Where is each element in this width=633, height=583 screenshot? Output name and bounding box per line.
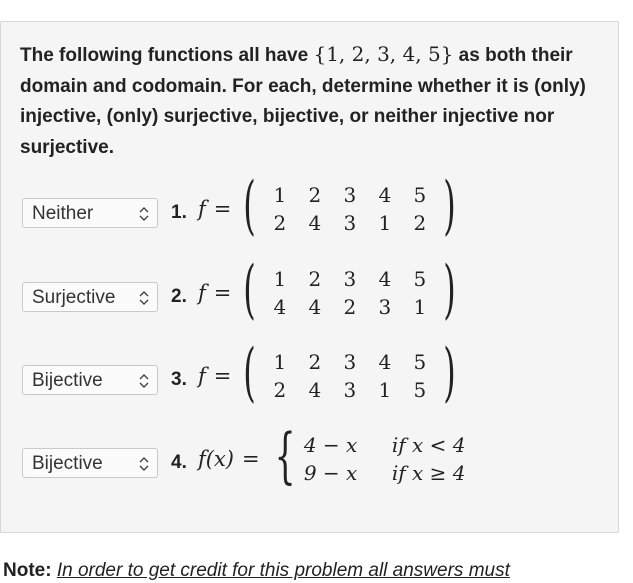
credit-note xyxy=(3,560,510,582)
matrix-cell: 4 xyxy=(378,267,392,291)
problem-row-3 xyxy=(20,336,600,414)
matrix-cell: 3 xyxy=(343,350,357,374)
equals-sign: = xyxy=(213,197,232,221)
matrix-cell: 3 xyxy=(343,378,357,402)
mapping-matrix-1 xyxy=(262,183,437,235)
equals-sign: = xyxy=(213,281,232,305)
note-text: In order to get credit for this problem all answers must xyxy=(56,560,510,581)
equals-sign: = xyxy=(213,364,232,388)
right-paren: ) xyxy=(443,253,457,327)
answer-select-value: Neither xyxy=(32,203,94,224)
matrix-cell: 3 xyxy=(343,267,357,291)
matrix-cell: 3 xyxy=(343,183,357,207)
function-definition-4 xyxy=(198,421,482,491)
case-expression: 9 − x xyxy=(303,461,358,485)
answer-select-value: Bijective xyxy=(32,370,103,391)
chevron-up-down-icon xyxy=(139,206,149,222)
case-condition: if x ≥ 4 xyxy=(391,461,466,485)
answer-select-4[interactable] xyxy=(22,448,158,478)
left-paren: ( xyxy=(243,253,257,327)
mapping-matrix-2 xyxy=(262,267,437,319)
chevron-up-down-icon xyxy=(139,456,149,472)
matrix-cell: 5 xyxy=(413,267,427,291)
function-name: f xyxy=(198,364,206,388)
matrix-cell: 1 xyxy=(378,378,392,402)
matrix-cell: 2 xyxy=(308,267,322,291)
function-name: f(x) xyxy=(198,447,235,471)
mapping-matrix-3 xyxy=(262,350,437,402)
problem-number: 4. xyxy=(171,452,187,473)
problem-card xyxy=(0,21,619,533)
left-paren: ( xyxy=(243,169,257,243)
problem-row-1 xyxy=(20,169,600,247)
matrix-cell: 1 xyxy=(273,350,287,374)
matrix-cell: 1 xyxy=(378,211,392,235)
matrix-cell: 2 xyxy=(273,211,287,235)
matrix-cell: 2 xyxy=(413,211,427,235)
matrix-cell: 5 xyxy=(413,350,427,374)
function-definition-3 xyxy=(198,336,462,410)
matrix-cell: 3 xyxy=(378,295,392,319)
left-paren: ( xyxy=(243,336,257,410)
matrix-cell: 3 xyxy=(343,211,357,235)
domain-set: {1, 2, 3, 4, 5} xyxy=(313,42,454,66)
matrix-cell: 2 xyxy=(308,350,322,374)
matrix-cell: 5 xyxy=(413,183,427,207)
matrix-cell: 4 xyxy=(308,378,322,402)
function-name: f xyxy=(198,281,206,305)
chevron-up-down-icon xyxy=(139,290,149,306)
matrix-cell: 1 xyxy=(273,267,287,291)
answer-select-3[interactable] xyxy=(22,365,158,395)
matrix-cell: 4 xyxy=(378,350,392,374)
function-definition-1 xyxy=(198,169,462,243)
chevron-up-down-icon xyxy=(139,373,149,389)
problem-row-4 xyxy=(20,421,600,498)
note-label: Note: xyxy=(3,560,52,581)
answer-select-2[interactable] xyxy=(22,282,158,312)
matrix-cell: 2 xyxy=(273,378,287,402)
problem-number: 2. xyxy=(171,286,187,307)
intro-text-rest: as both their domain and codomain. For each, determine whether it is (only) injective, (only) surjective, bijective, or neither injective nor surjective. xyxy=(20,45,586,158)
matrix-cell: 4 xyxy=(308,211,322,235)
problem-number: 1. xyxy=(171,202,187,223)
left-brace: { xyxy=(274,421,296,491)
piecewise-cases xyxy=(304,433,482,485)
problem-number: 3. xyxy=(171,369,187,390)
case-condition: if x < 4 xyxy=(391,433,466,457)
problem-row-2 xyxy=(20,253,600,331)
matrix-cell: 2 xyxy=(308,183,322,207)
right-paren: ) xyxy=(443,169,457,243)
matrix-cell: 1 xyxy=(273,183,287,207)
matrix-cell: 2 xyxy=(343,295,357,319)
matrix-cell: 1 xyxy=(413,295,427,319)
intro-text: The following functions all have xyxy=(20,45,314,66)
matrix-cell: 5 xyxy=(413,378,427,402)
matrix-cell: 4 xyxy=(378,183,392,207)
answer-select-value: Bijective xyxy=(32,453,103,474)
answer-select-value: Surjective xyxy=(32,287,116,308)
function-definition-2 xyxy=(198,253,462,327)
matrix-cell: 4 xyxy=(273,295,287,319)
problem-intro xyxy=(20,39,610,163)
answer-select-1[interactable] xyxy=(22,198,158,228)
matrix-cell: 4 xyxy=(308,295,322,319)
equals-sign: = xyxy=(242,447,260,471)
function-name: f xyxy=(198,197,206,221)
right-paren: ) xyxy=(443,336,457,410)
case-expression: 4 − x xyxy=(303,433,358,457)
